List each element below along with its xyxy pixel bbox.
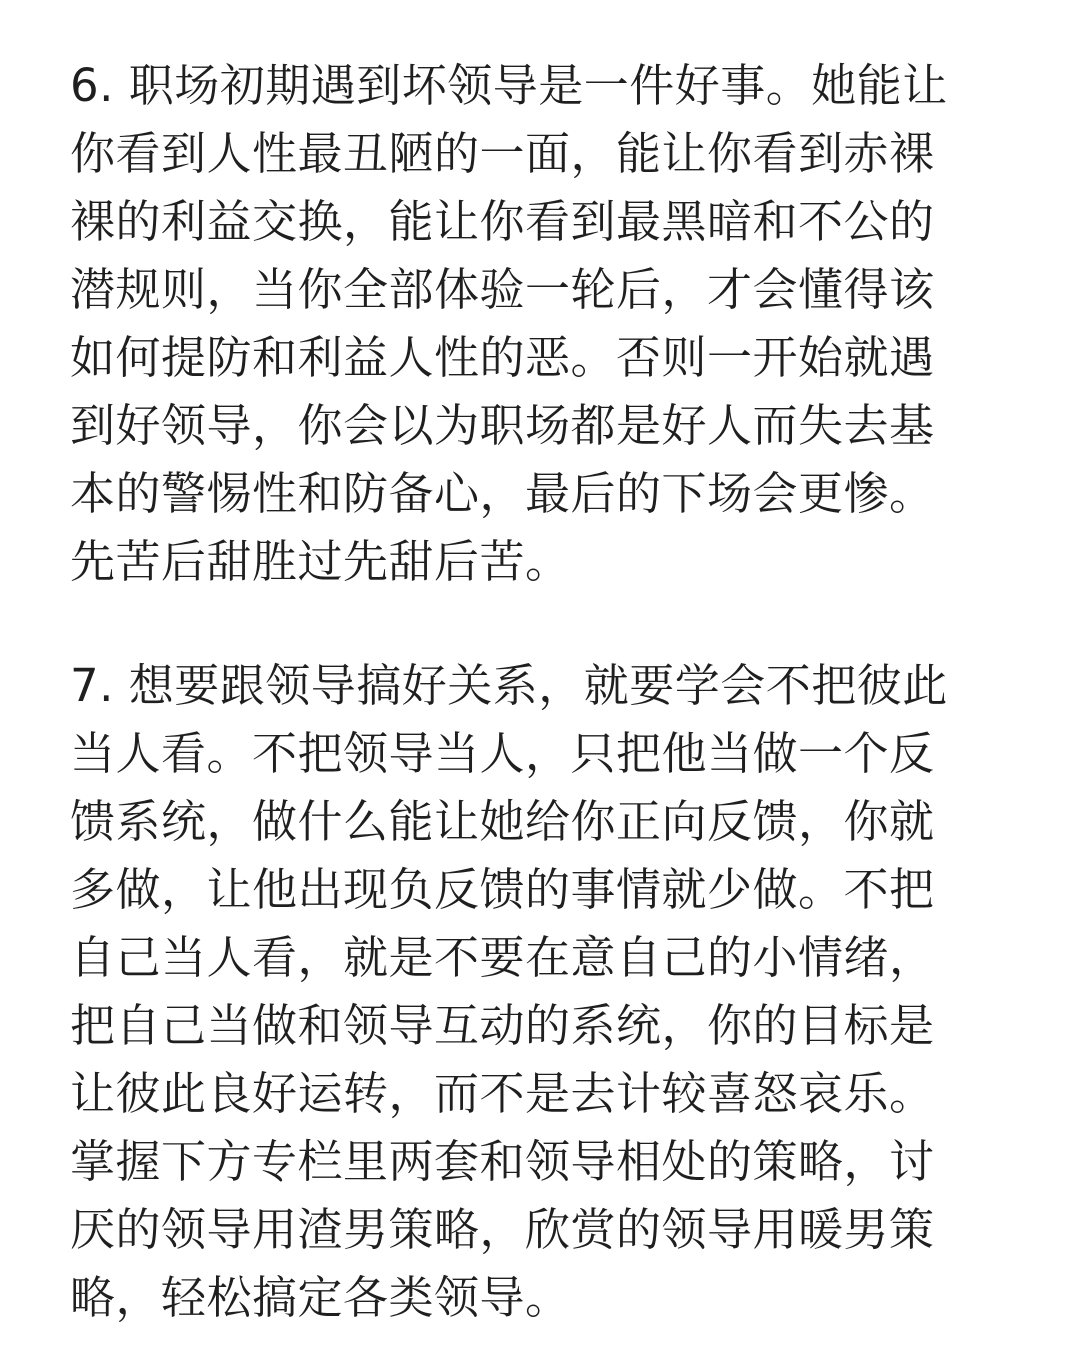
text-line: 本的警惕性和防备心，最后的下场会更惨。: [70, 467, 935, 520]
text-line: 把自己当做和领导互动的系统，你的目标是: [70, 999, 935, 1052]
text-line: 自己当人看，就是不要在意自己的小情绪，: [70, 931, 935, 984]
text-line: 多做，让他出现负反馈的事情就少做。不把: [70, 863, 935, 916]
text-line: 先苦后甜胜过先甜后苦。: [70, 535, 571, 588]
text-line: 馈系统，做什么能让她给你正向反馈，你就: [70, 795, 935, 848]
paragraph-7: [70, 652, 1010, 1332]
text-line: 7. 想要跟领导搞好关系，就要学会不把彼此: [70, 659, 948, 712]
text-line: 潜规则，当你全部体验一轮后，才会懂得该: [70, 263, 935, 316]
text-line: 到好领导，你会以为职场都是好人而失去基: [70, 399, 935, 452]
text-line: 当人看。不把领导当人，只把他当做一个反: [70, 727, 935, 780]
text-line: 如何提防和利益人性的恶。否则一开始就遇: [70, 331, 935, 384]
text-line: 让彼此良好运转，而不是去计较喜怒哀乐。: [70, 1067, 935, 1120]
text-line: 厌的领导用渣男策略，欣赏的领导用暖男策: [70, 1203, 935, 1256]
text-line: 裸的利益交换，能让你看到最黑暗和不公的: [70, 195, 935, 248]
text-line: 掌握下方专栏里两套和领导相处的策略，讨: [70, 1135, 935, 1188]
text-line: 你看到人性最丑陋的一面，能让你看到赤裸: [70, 127, 935, 180]
text-line: 略，轻松搞定各类领导。: [70, 1271, 571, 1324]
paragraph-6: [70, 52, 1010, 596]
text-line: 6. 职场初期遇到坏领导是一件好事。她能让: [70, 59, 948, 112]
